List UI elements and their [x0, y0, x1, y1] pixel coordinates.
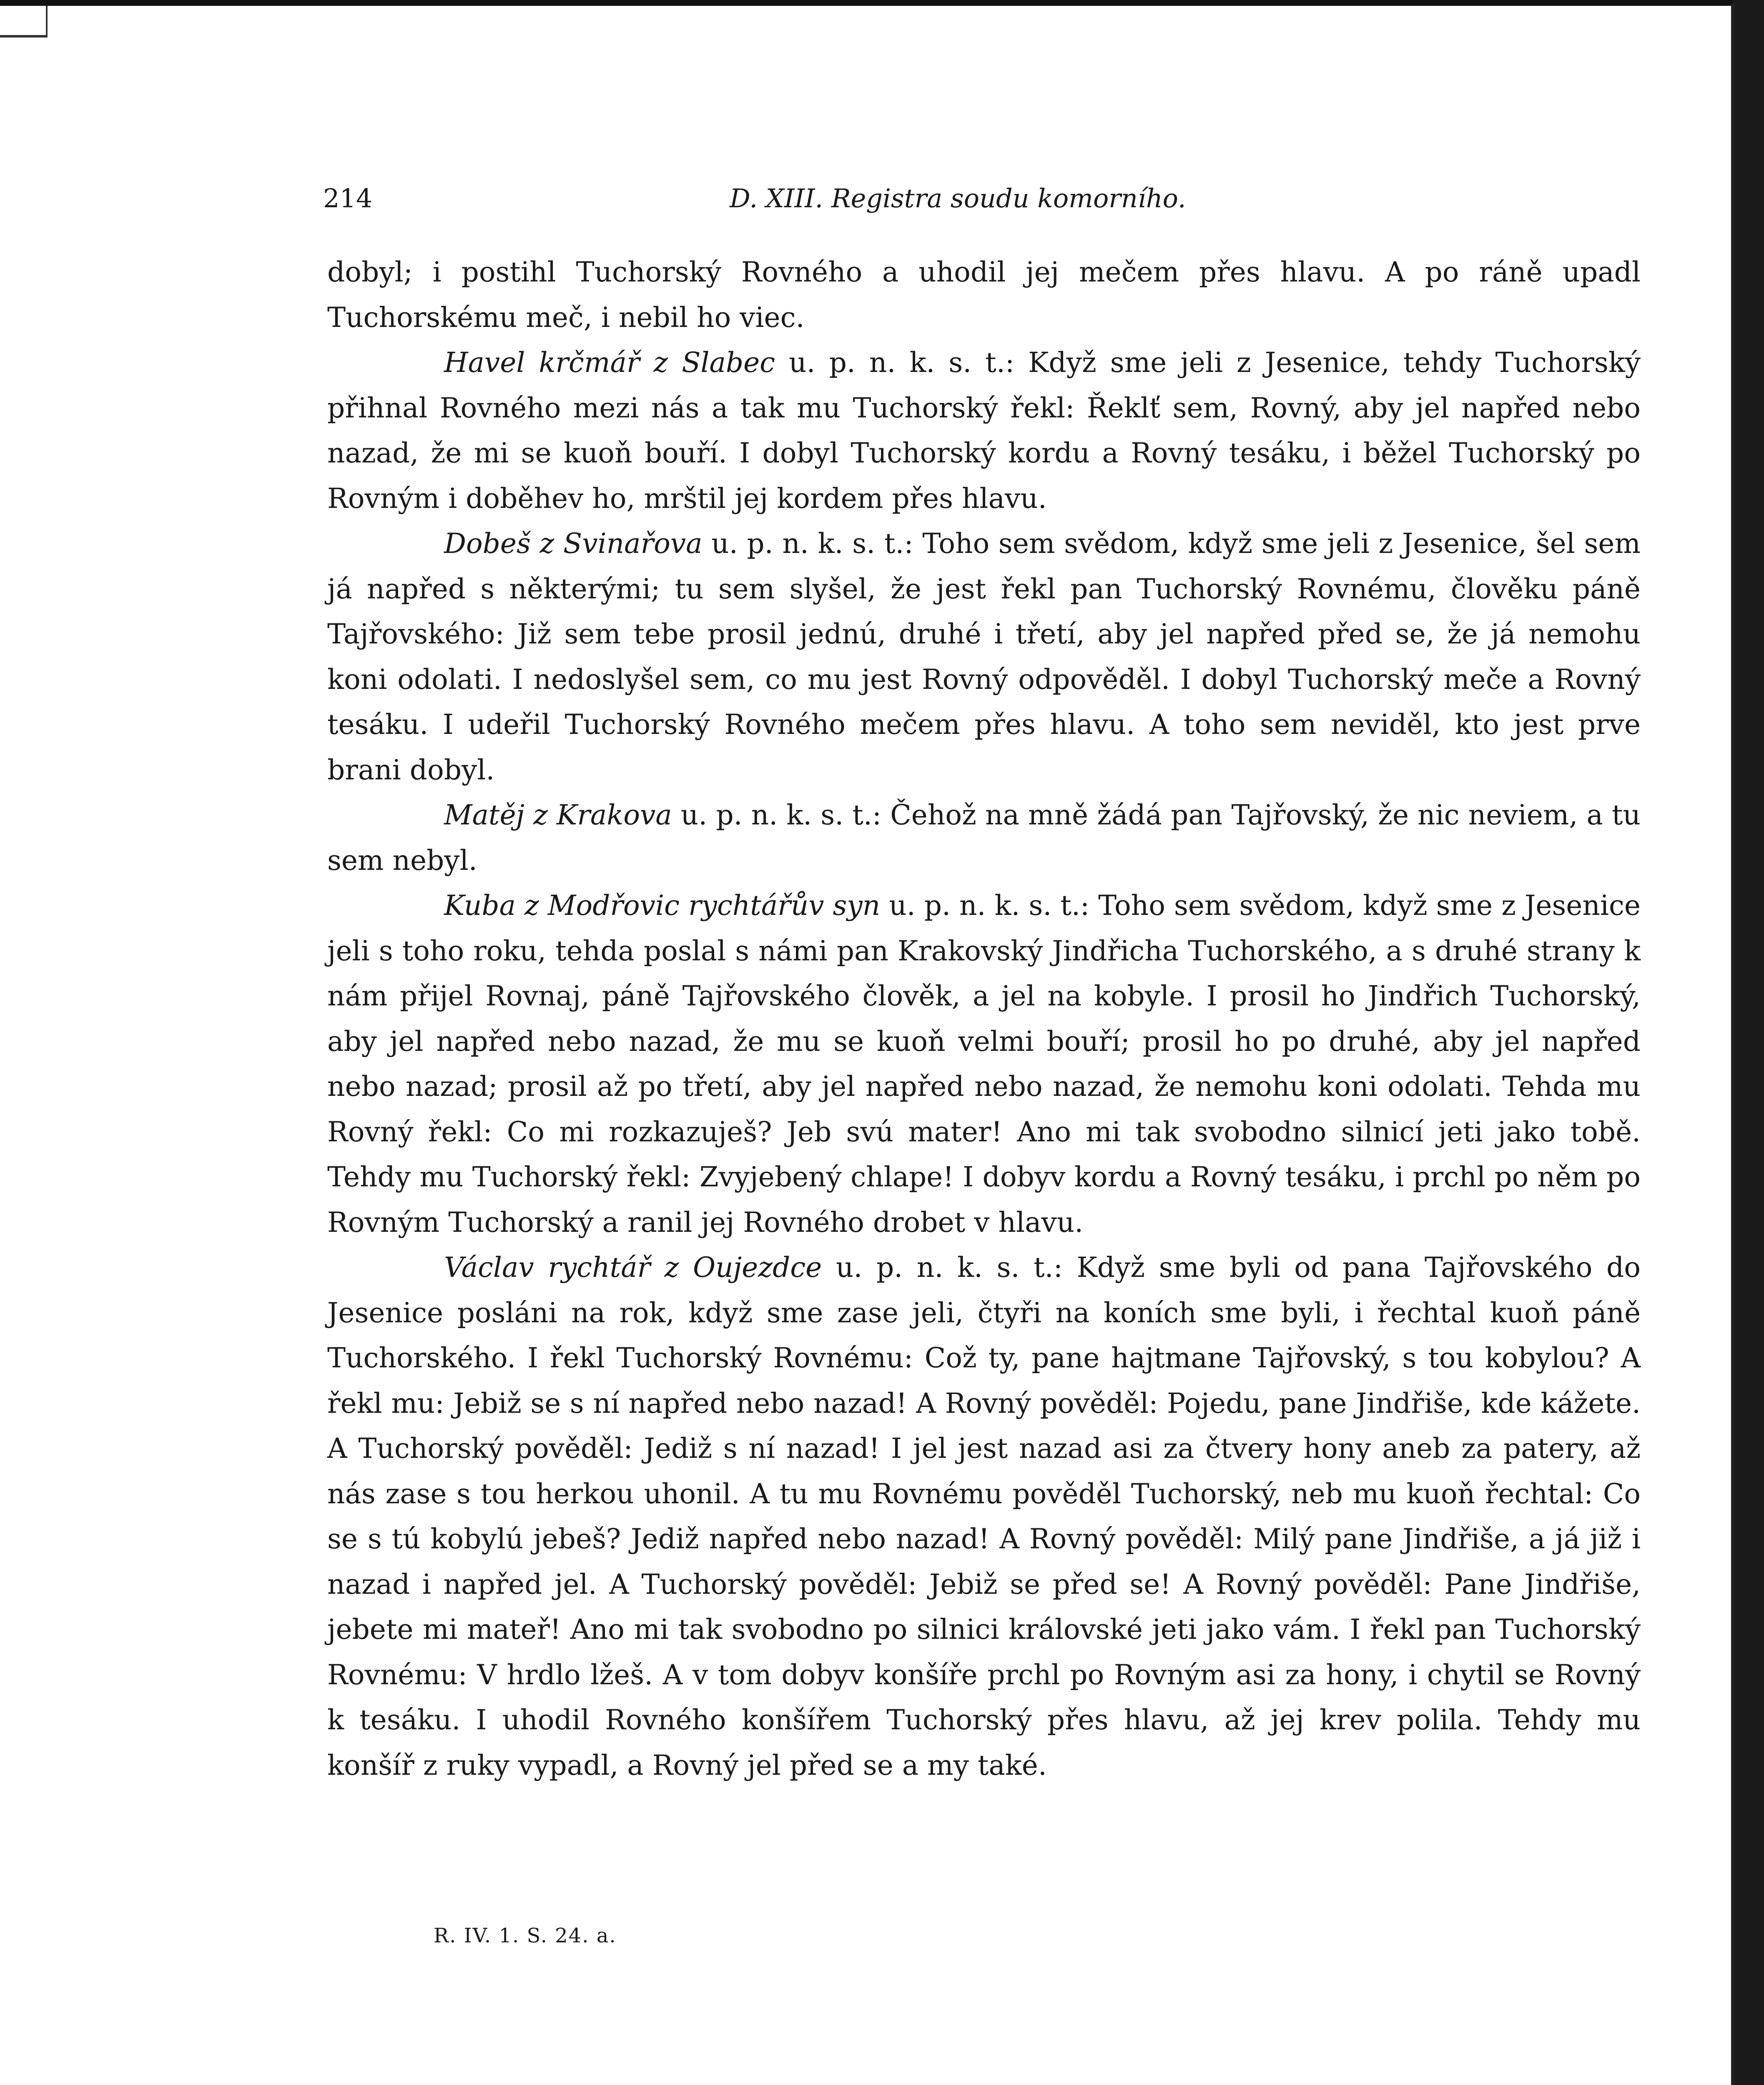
witness-name: Kuba z Modřovic rychtářův syn — [444, 889, 881, 922]
testimony-text: u. p. n. k. s. t.: Čehož na mně žádá pan Tajřovský, že nic neviem, a tu sem nebyl. — [327, 799, 1641, 877]
testimony-paragraph — [327, 883, 1641, 1245]
page-number: 214 — [323, 183, 373, 214]
testimony-paragraph — [327, 340, 1641, 521]
source-reference: R. IV. 1. S. 24. a. — [434, 1924, 617, 1947]
scan-edge — [1734, 0, 1764, 2085]
scan-corner-mark — [0, 6, 48, 38]
witness-name: Matěj z Krakova — [444, 799, 672, 831]
witness-name: Havel krčmář z Slabec — [444, 347, 775, 379]
body-text — [327, 250, 1641, 1788]
testimony-text: u. p. n. k. s. t.: Když sme jeli z Jesenice, tehdy Tuchorský přihnal Rovného mezi nás a tak mu Tuchorský řekl: Řeklť sem, Rovný, aby jel napřed nebo nazad, že mi se kuoň bouří. I dobyl Tuchorský kordu a Rovný tesáku, i běžel Tuchorský po Rovným i doběhev ho, mrštil jej kordem přes hlavu. — [327, 347, 1641, 515]
testimony-paragraph — [327, 793, 1641, 883]
testimony-text: u. p. n. k. s. t.: Toho sem svědom, když sme z Jesenice jeli s toho roku, tehda poslal s námi pan Krakovský Jindřicha Tuchorského, a s druhé strany k nám přijel Rovnaj, páně Tajřovského člověk, a jel na kobyle. I prosil ho Jindřich Tuchorský, aby jel napřed nebo nazad, že mu se kuoň velmi bouří; prosil ho po druhé, aby jel napřed nebo nazad; prosil až po třetí, aby jel napřed nebo nazad, že nemohu koni odolati. Tehda mu Rovný řekl: Co mi rozkazuješ? Jeb svú mater! Ano mi tak svobodno silnicí jeti jako tobě. Tehdy mu Tuchorský řekl: Zvyjebený chlape! I dobyv kordu a Rovný tesáku, i prchl po něm po Rovným Tuchorský a ranil jej Rovného drobet v hlavu. — [327, 889, 1641, 1238]
testimony-paragraph — [327, 521, 1641, 793]
testimony-paragraph — [327, 1245, 1641, 1788]
testimony-text: u. p. n. k. s. t.: Když sme byli od pana Tajřovského do Jesenice posláni na rok, když sme zase jeli, čtyři na koních sme byli, i řechtal kuoň páně Tuchorského. I řekl Tuchorský Rovnému: Což ty, pane hajtmane Tajřovský, s tou kobylou? A řekl mu: Jebiž se s ní napřed nebo nazad! A Rovný pověděl: Pojedu, pane Jindřiše, kde kážete. A Tuchorský pověděl: Jediž s ní nazad! I jel jest nazad asi za čtvery hony aneb za patery, až nás zase s tou herkou uhonil. A tu mu Rovnému pověděl Tuchorský, neb mu kuoň řechtal: Co se s tú kobylú jebeš? Jediž napřed nebo nazad! A Rovný pověděl: Milý pane Jindřiše, a já již i nazad i napřed jel. A Tuchorský pověděl: Jebiž se před se! A Rovný pověděl: Pane Jindřiše, jebete mi mateř! Ano mi tak svobodno po silnici královské jeti jako vám. I řekl pan Tuchorský Rovnému: V hrdlo lžeš. A v tom dobyv konšíře prchl po Rovným asi za hony, i chytil se Rovný k tesáku. I uhodil Rovného konšířem Tuchorský přes hlavu, až jej krev polila. Tehdy mu konšíř z ruky vypadl, a Rovný jel před se a my také. — [327, 1251, 1641, 1781]
witness-name: Dobeš z Svinařova — [444, 528, 703, 560]
running-title: D. XIII. Registra soudu komorního. — [730, 183, 1186, 214]
page-header — [323, 171, 1647, 221]
witness-name: Václav rychtář z Oujezdce — [444, 1251, 822, 1284]
paragraph — [327, 250, 1641, 340]
paragraph-text: dobyl; i postihl Tuchorský Rovného a uhodil jej mečem přes hlavu. A po ráně upadl Tuchorskému meč, i nebil ho viec. — [327, 256, 1641, 334]
testimony-text: u. p. n. k. s. t.: Toho sem svědom, když sme jeli z Jesenice, šel sem já napřed s některými; tu sem slyšel, že jest řekl pan Tuchorský Rovnému, člověku páně Tajřovského: Již sem tebe prosil jednú, druhé i třetí, aby jel napřed před se, že já nemohu koni odolati. I nedoslyšel sem, co mu jest Rovný odpověděl. I dobyl Tuchorský meče a Rovný tesáku. I udeřil Tuchorský Rovného mečem přes hlavu. A toho sem neviděl, kto jest prve brani dobyl. — [327, 528, 1641, 786]
